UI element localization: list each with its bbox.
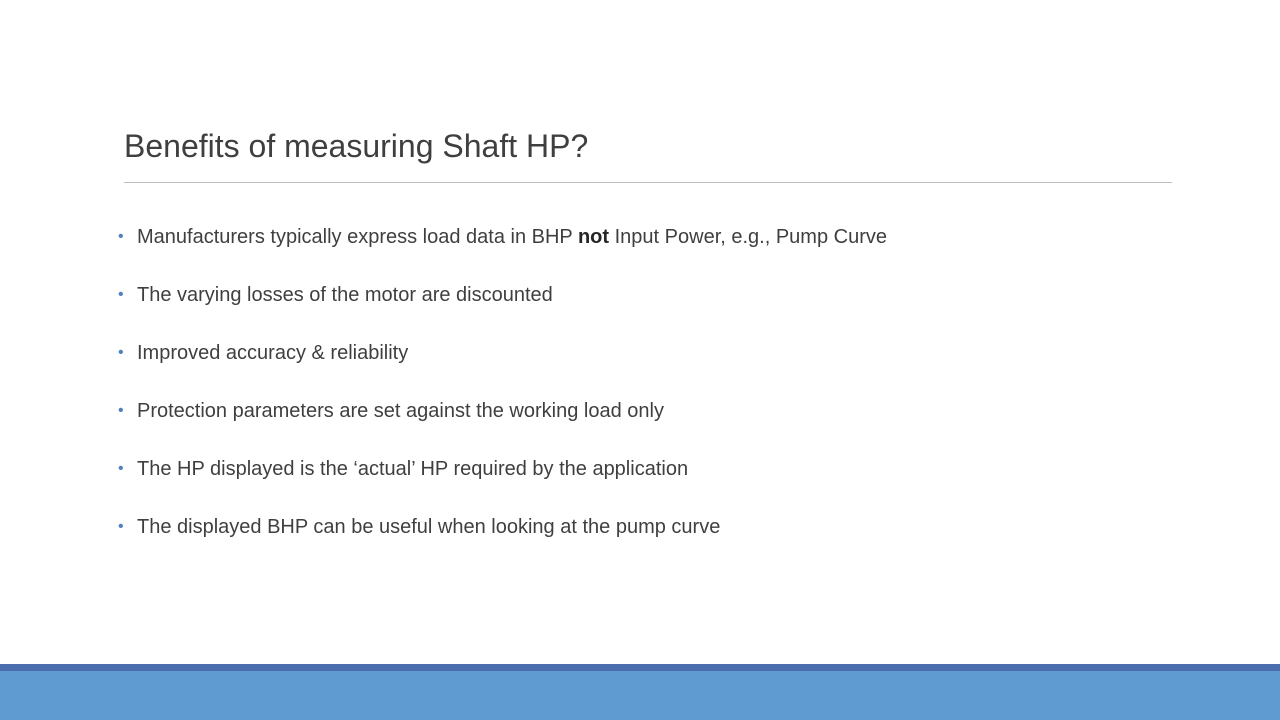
bullet-item <box>118 223 887 281</box>
bullet-item <box>118 455 887 513</box>
bullet-text: Protection parameters are set against the working load only <box>137 400 664 422</box>
bullet-text <box>137 223 887 251</box>
bullet-marker: • <box>118 228 124 245</box>
title-divider <box>124 182 1172 183</box>
bullet-item <box>118 397 887 455</box>
bullet-marker: • <box>118 286 124 303</box>
bullet-item <box>118 339 887 397</box>
bullet-marker: • <box>118 518 124 535</box>
bullet-text-after: Input Power, e.g., Pump Curve <box>609 226 887 248</box>
bullet-text: The displayed BHP can be useful when looking at the pump curve <box>137 516 721 538</box>
bullet-text: The varying losses of the motor are discounted <box>137 284 553 306</box>
footer-band-main-stripe <box>0 671 1280 720</box>
bullet-list <box>118 223 887 571</box>
bullet-item <box>118 281 887 339</box>
bullet-text-bold: not <box>577 226 610 248</box>
bullet-item <box>118 513 887 571</box>
bullet-marker: • <box>118 402 124 419</box>
bullet-marker: • <box>118 344 124 361</box>
footer-band <box>0 664 1280 720</box>
slide-title: Benefits of measuring Shaft HP? <box>124 128 589 164</box>
footer-band-top-stripe <box>0 664 1280 671</box>
bullet-text: Improved accuracy & reliability <box>137 342 409 364</box>
bullet-marker: • <box>118 460 124 477</box>
bullet-text-before: Manufacturers typically express load data in BHP <box>137 226 578 248</box>
bullet-text: The HP displayed is the ‘actual’ HP required by the application <box>137 458 689 480</box>
